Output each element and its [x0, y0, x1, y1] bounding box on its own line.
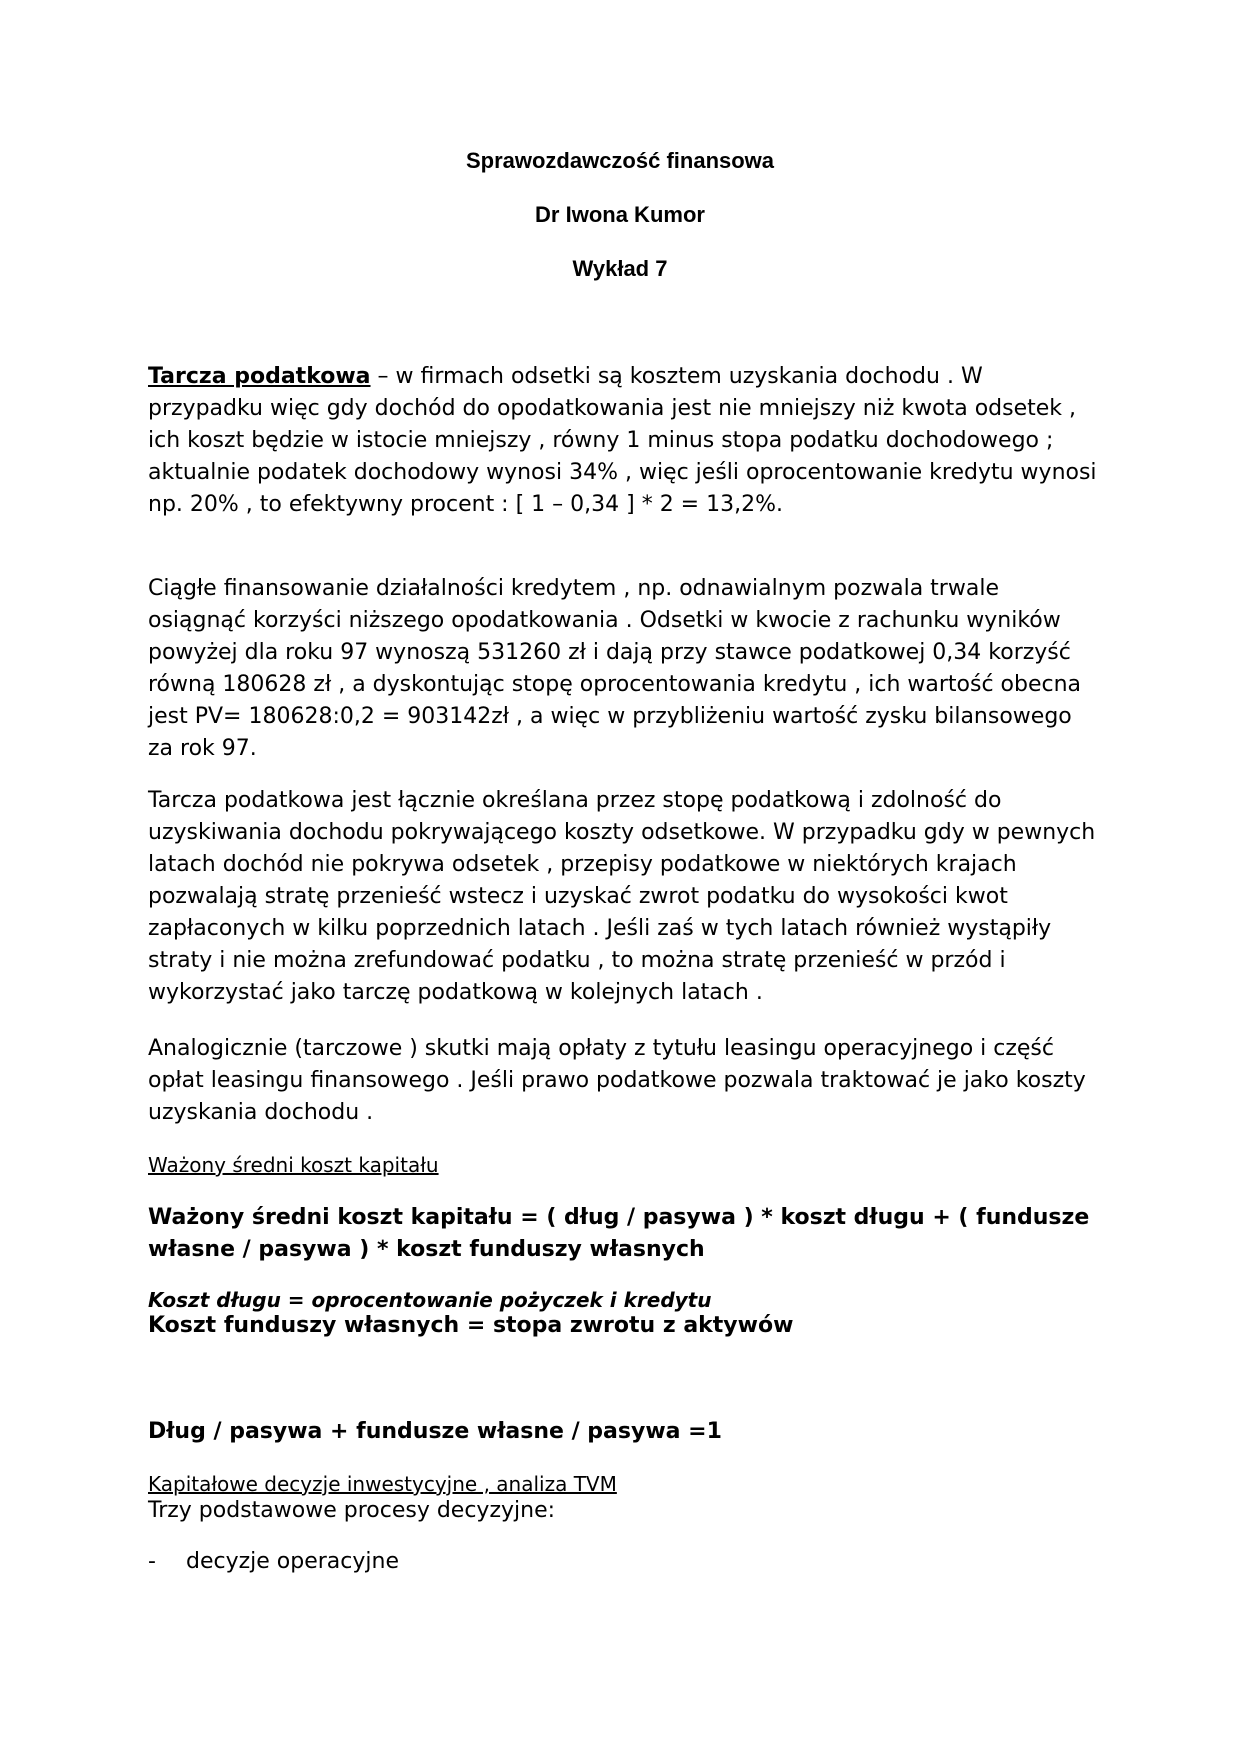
list-item — [148, 1546, 1098, 1578]
tvm-heading: Kapitałowe decyzje inwestycyjne , analiza TVM — [148, 1472, 617, 1496]
debt-cost-definition: Koszt długu = oprocentowanie pożyczek i kredytu — [148, 1288, 712, 1312]
paragraph-credit-financing: Ciągłe finansowanie działalności kredytem , np. odnawialnym pozwala trwale osiągnąć korzyści niższego opodatkowania . Odsetki w kwocie z rachunku wyników powyżej dla roku 97 wynoszą 531260 zł i dają przy stawce podatkowej 0,34 korzyść równą 180628 zł , a dyskontując stopę oprocentowania kredytu , ich wartość obecna jest PV= 180628:0,2 = 903142zł , a więc w przybliżeniu wartość zysku bilansowego za rok 97. — [148, 576, 1082, 761]
three-processes-intro: Trzy podstawowe procesy decyzyjne: — [148, 1498, 556, 1523]
tax-shield-text: – w firmach odsetki są kosztem uzyskania dochodu . W przypadku więc gdy dochód do opodatkowania jest nie mniejszy niż kwota odsetek , ich koszt będzie w istocie mniejszy , równy 1 minus stopa podatku dochodowego ; aktualnie podatek dochodowy wynosi 34% , więc jeśli oprocentowanie kredytu wynosi np. 20% , to efektywny procent : [ 1 – 0,34 ] * 2 = 13,2%. — [148, 364, 1097, 517]
wacc-heading: Ważony średni koszt kapitału — [148, 1153, 439, 1177]
list-item-text: decyzje operacyjne — [186, 1549, 399, 1574]
paragraph-tax-shield-capacity: Tarcza podatkowa jest łącznie określana przez stopę podatkową i zdolność do uzyskiwania dochodu pokrywającego koszty odsetkowe. W przypadku gdy w pewnych latach dochód nie pokrywa odsetek , przepisy podatkowe w niektórych krajach pozwalają stratę przenieść wstecz i uzyskać zwrot podatku do wysokości kwot zapłaconych w kilku poprzednich latach . Jeśli zaś w tych latach również wystąpiły straty i nie można zrefundować podatku , to można stratę przenieść w przód i wykorzystać jako tarczę podatkową w kolejnych latach . — [148, 788, 1096, 1005]
tax-shield-term: Tarcza podatkowa — [148, 364, 371, 389]
list-dash: - — [148, 1549, 156, 1574]
ratio-sum-formula: Dług / pasywa + fundusze własne / pasywa =1 — [148, 1419, 722, 1444]
lecturer-name: Dr Iwona Kumor — [535, 202, 705, 227]
wacc-formula: Ważony średni koszt kapitału = ( dług / pasywa ) * koszt długu + ( fundusze własne / pasywa ) * koszt funduszy własnych — [148, 1205, 1090, 1262]
course-title: Sprawozdawczość finansowa — [465, 148, 775, 173]
lecture-number: Wykład 7 — [572, 256, 668, 281]
paragraph-leasing: Analogicznie (tarczowe ) skutki mają opłaty z tytułu leasingu operacyjnego i część opłat leasingu finansowego . Jeśli prawo podatkowe pozwala traktować je jako koszty uzyskania dochodu . — [148, 1036, 1086, 1125]
equity-cost-definition: Koszt funduszy własnych = stopa zwrotu z aktywów — [148, 1313, 794, 1338]
tax-shield-paragraph — [148, 361, 1098, 521]
